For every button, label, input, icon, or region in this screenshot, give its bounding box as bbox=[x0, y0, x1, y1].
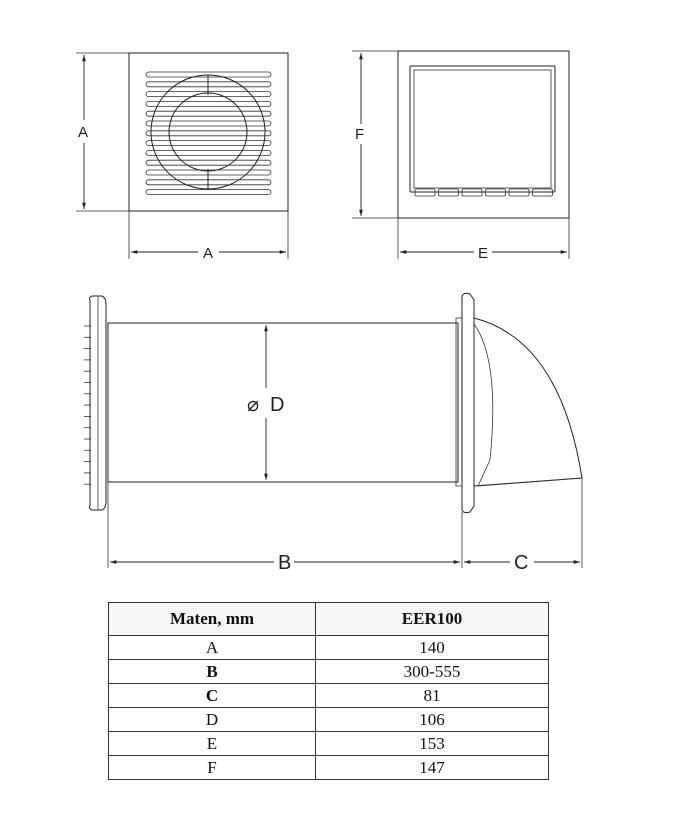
tube-length-dimension bbox=[108, 482, 462, 574]
table-cell-dimension: A bbox=[109, 636, 316, 660]
table-row bbox=[109, 756, 549, 780]
grille-slat bbox=[146, 131, 271, 136]
table-row bbox=[109, 732, 549, 756]
diameter-symbol: ⌀ bbox=[247, 394, 260, 416]
table-cell-dimension: B bbox=[109, 660, 316, 684]
table-cell-value: 147 bbox=[316, 756, 549, 780]
table-header-dimension: Maten, mm bbox=[109, 603, 316, 636]
table-cell-value: 140 bbox=[316, 636, 549, 660]
table-row bbox=[109, 708, 549, 732]
table-cell-value: 300-555 bbox=[316, 660, 549, 684]
grille-slat bbox=[146, 101, 271, 106]
rear-width-label: E bbox=[478, 245, 489, 262]
rear-width-dimension bbox=[398, 218, 569, 262]
side-hood bbox=[474, 318, 582, 486]
hood-depth-dimension bbox=[464, 478, 582, 574]
front-view bbox=[129, 53, 288, 211]
table-header-row bbox=[109, 603, 549, 636]
diameter-label: D bbox=[270, 394, 285, 416]
side-view bbox=[84, 293, 582, 512]
table-cell-value: 81 bbox=[316, 684, 549, 708]
grille-slat bbox=[146, 121, 271, 126]
side-hood-plate bbox=[462, 293, 474, 512]
grille-slat bbox=[146, 141, 271, 146]
table-cell-value: 153 bbox=[316, 732, 549, 756]
front-height-dimension bbox=[76, 53, 129, 211]
diameter-dimension bbox=[247, 325, 284, 480]
rear-view bbox=[398, 51, 569, 218]
table-row bbox=[109, 660, 549, 684]
table-cell-dimension: E bbox=[109, 732, 316, 756]
side-hood-flange bbox=[456, 318, 462, 486]
tube-length-label: B bbox=[278, 552, 292, 574]
rear-plate bbox=[398, 51, 569, 218]
grille-slat bbox=[146, 160, 271, 165]
table-cell-dimension: C bbox=[109, 684, 316, 708]
table-header-model: EER100 bbox=[316, 603, 549, 636]
front-inner-ring bbox=[169, 93, 247, 171]
grille-slat bbox=[146, 150, 271, 155]
front-width-label: A bbox=[203, 245, 214, 262]
table-cell-dimension: F bbox=[109, 756, 316, 780]
hood-depth-label: C bbox=[514, 552, 529, 574]
grille-slat bbox=[146, 190, 271, 195]
rear-inner-panel bbox=[410, 66, 555, 192]
front-width-dimension bbox=[129, 211, 288, 262]
dimensions-table bbox=[108, 602, 549, 780]
table-cell-value: 106 bbox=[316, 708, 549, 732]
table-row bbox=[109, 636, 549, 660]
rear-height-label: F bbox=[355, 126, 365, 143]
table-row bbox=[109, 684, 549, 708]
table-cell-dimension: D bbox=[109, 708, 316, 732]
front-height-label: A bbox=[78, 124, 89, 141]
rear-height-dimension bbox=[352, 51, 398, 218]
grille-slat bbox=[146, 111, 271, 116]
